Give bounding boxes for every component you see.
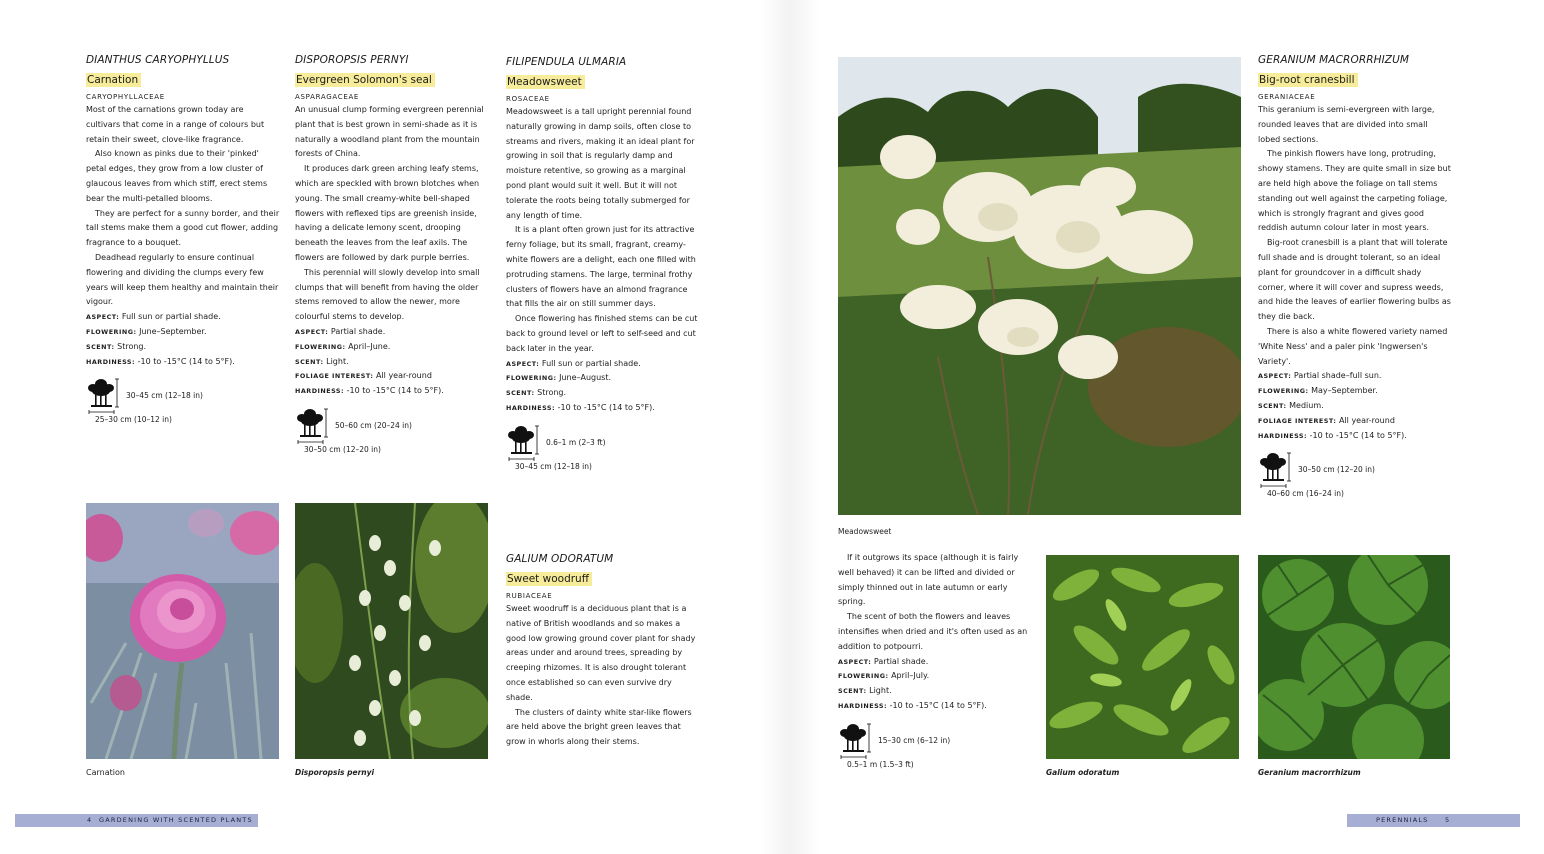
fact-label: HARDINESS:: [1258, 431, 1308, 440]
body-paragraph: There is also a white flowered variety named 'White Ness' and a paler pink 'Ingwersen's Variety'.: [1258, 326, 1448, 366]
fact-label: FLOWERING:: [838, 672, 889, 681]
spread-label: 25–30 cm (10–12 in): [95, 415, 172, 425]
body-paragraph: Also known as pinks due to their 'pinked' petal edges, they grow from a low cluster of glaucous leaves from which stiff, erect stems bear the multi-petalled blooms.: [86, 149, 268, 203]
fact-label: SCENT:: [838, 687, 867, 696]
fact-label: SCENT:: [1258, 401, 1287, 410]
plant-family: GERANIACEAE: [1258, 93, 1316, 101]
plant-family: ASPARAGACEAE: [295, 93, 360, 101]
body-paragraph: Sweet woodruff is a deciduous plant that is a native of British woodlands and so makes a good low growing ground cover plant for shady areas under and around trees, spreading by creeping rhizomes. It is also drought tolerant once established so can even survive dry shade.: [506, 604, 696, 702]
disporopsis-photo: [295, 503, 488, 759]
entry-galium-continued: [838, 551, 1032, 780]
fact-scent: [86, 340, 280, 355]
body-paragraph: Once flowering has finished stems can be cut back to ground level or left to self-seed and cut back later in the year.: [506, 314, 698, 353]
fact-aspect: [838, 655, 1032, 670]
meadowsweet-photo: [838, 57, 1241, 515]
fact-aspect: [506, 357, 700, 372]
fact-flowering: [1258, 384, 1452, 399]
height-label: 0.6–1 m (2–3 ft): [546, 437, 606, 447]
facts-list: [506, 357, 700, 416]
fact-value: April–June.: [348, 341, 391, 351]
spread-label: 30–45 cm (12–18 in): [515, 461, 592, 471]
fact-hardiness: [1258, 429, 1452, 444]
fact-hardiness: [86, 355, 280, 370]
fact-label: FLOWERING:: [506, 374, 557, 383]
carnation-photo: [86, 503, 279, 759]
body-paragraph: Most of the carnations grown today are cultivars that come in a range of colours but retain their sweet, clove-like fragrance.: [86, 105, 265, 144]
entry-geranium: [1258, 53, 1452, 509]
plant-size-diagram: [295, 403, 490, 465]
fact-value: Strong.: [117, 341, 147, 351]
fact-flowering: [295, 340, 490, 355]
fact-value: June–September.: [139, 326, 207, 336]
page-number: 4: [87, 816, 93, 824]
page-number: 5: [1445, 816, 1451, 824]
fact-aspect: [295, 325, 490, 340]
fact-aspect: [1258, 369, 1452, 384]
body-paragraph: They are perfect for a sunny border, and their tall stems make them a good cut flower, adding fragrance to a bouquet.: [86, 208, 280, 248]
fact-scent: [295, 355, 490, 370]
entry-galium: [506, 552, 700, 750]
fact-label: FLOWERING:: [1258, 387, 1309, 396]
fact-label: ASPECT:: [86, 313, 120, 322]
fact-value: Full sun or partial shade.: [121, 312, 221, 322]
fact-value: All year-round: [1338, 415, 1395, 425]
plant-size-diagram: [86, 373, 280, 435]
fact-label: HARDINESS:: [86, 357, 136, 366]
plant-size-diagram: [838, 718, 1032, 780]
plant-family: ROSACEAE: [506, 95, 550, 103]
fact-value: -10 to -15°C (14 to 5°F).: [346, 386, 444, 396]
body-paragraph: Meadowsweet is a tall upright perennial found naturally growing in damp soils, often close to streams and rivers, making it an ideal plant for growing in soil that is regularly damp and moisture retentive, so growing as a marginal pond plant would suit it well. But it will not tolerate the roots being totally submerged for any length of time.: [506, 107, 695, 220]
common-name: Carnation: [86, 73, 141, 87]
fact-label: FOLIAGE INTEREST:: [1258, 416, 1337, 425]
fact-value: -10 to -15°C (14 to 5°F).: [137, 356, 235, 366]
fact-value: April–July.: [891, 671, 930, 681]
geranium-photo: [1258, 555, 1450, 759]
fact-label: HARDINESS:: [295, 387, 345, 396]
common-name: Meadowsweet: [506, 75, 585, 89]
body-paragraph: The scent of both the flowers and leaves intensifies when dried and it's often used as an addition to potpourri.: [838, 612, 1028, 651]
page-gutter: [760, 0, 820, 854]
fact-scent: [506, 386, 700, 401]
latin-name: GALIUM ODORATUM: [506, 553, 614, 565]
fact-hardiness: [295, 384, 490, 399]
plant-size-diagram: [506, 420, 700, 482]
fact-flowering: [838, 669, 1032, 684]
plant-size-icon: [838, 720, 874, 760]
fact-value: -10 to -15°C (14 to 5°F).: [889, 700, 987, 710]
fact-hardiness: [838, 699, 1032, 714]
common-name: Evergreen Solomon's seal: [295, 73, 435, 87]
fact-label: FOLIAGE INTEREST:: [295, 372, 374, 381]
facts-list: [838, 655, 1032, 714]
fact-value: Light.: [326, 356, 349, 366]
plant-family: CARYOPHYLLACEAE: [86, 93, 165, 101]
fact-value: Medium.: [1289, 400, 1324, 410]
height-label: 30–45 cm (12–18 in): [126, 391, 203, 401]
latin-name: FILIPENDULA ULMARIA: [506, 56, 627, 68]
running-title: PERENNIALS: [1376, 816, 1429, 824]
photo-caption: Geranium macrorrhizum: [1258, 768, 1361, 777]
latin-name: GERANIUM MACRORRHIZUM: [1258, 54, 1410, 66]
body-paragraph: Big-root cranesbill is a plant that will tolerate full shade and is drought tolerant, so an ideal plant for groundcover in a difficult shady corner, where it will cover and supress weeds, and hide the leaves of earlier flowering bulbs as they die back.: [1258, 238, 1451, 322]
spread-label: 0.5–1 m (1.5–3 ft): [847, 759, 914, 769]
body-paragraph: It produces dark green arching leafy stems, which are speckled with brown blotches when young. The small creamy-white bell-shaped flowers with reflexed tips are greenish inside, having a delicate lemony scent, drooping beneath the leaves from the leaf axils. The flowers are followed by dark purple berries.: [295, 164, 480, 262]
photo-caption: Disporopsis pernyi: [295, 768, 375, 777]
fact-value: May–September.: [1311, 386, 1378, 396]
body-paragraph: It is a plant often grown just for its attractive ferny foliage, but its small, fragrant, creamy-white flowers are a delight, each one filled with protruding stamens. The large, terminal frothy clusters of flowers have an almond fragrance that fills the air on still summer days.: [506, 225, 696, 309]
body-paragraph: This geranium is semi-evergreen with large, rounded leaves that are divided into small lobed sections.: [1258, 105, 1435, 144]
fact-label: HARDINESS:: [506, 403, 556, 412]
facts-list: [1258, 369, 1452, 443]
fact-label: ASPECT:: [1258, 372, 1292, 381]
fact-value: Partial shade.: [330, 326, 386, 336]
body-paragraph: Deadhead regularly to ensure continual flowering and dividing the clumps every few years will keep them healthy and maintain their vigour.: [86, 252, 279, 307]
running-title: GARDENING WITH SCENTED PLANTS: [99, 816, 253, 824]
fact-value: -10 to -15°C (14 to 5°F).: [1309, 430, 1407, 440]
fact-value: -10 to -15°C (14 to 5°F).: [557, 402, 655, 412]
entry-filipendula: [506, 55, 700, 482]
photo-caption: Galium odoratum: [1046, 768, 1120, 777]
fact-foliage-interest: [1258, 414, 1452, 429]
body-paragraph: The pinkish flowers have long, protruding, showy stamens. They are quite small in size but are held high above the foliage on tall stems standing out well against the carpeting foliage, which is strongly fragrant and gives good reddish autumn colour later in most years.: [1258, 149, 1451, 233]
right-footer-bar: [1347, 814, 1520, 827]
fact-label: ASPECT:: [838, 657, 872, 666]
body-paragraph: The clusters of dainty white star-like flowers are held above the bright green leaves that grow in whorls along their stems.: [506, 707, 692, 747]
fact-hardiness: [506, 401, 700, 416]
body-paragraph: If it outgrows its space (although it is fairly well behaved) it can be lifted and divided or simply thinned out in late autumn or early spring.: [838, 553, 1019, 607]
fact-label: ASPECT:: [506, 359, 540, 368]
fact-value: All year-round: [375, 371, 432, 381]
fact-value: Strong.: [537, 388, 567, 398]
body-paragraph: An unusual clump forming evergreen perennial plant that is best grown in semi-shade as it is naturally a woodland plant from the mountain forests of China.: [295, 105, 484, 159]
fact-label: HARDINESS:: [838, 701, 888, 710]
facts-list: [295, 325, 490, 399]
fact-label: SCENT:: [295, 357, 324, 366]
spread-label: 30–50 cm (12–20 in): [304, 444, 381, 454]
fact-label: SCENT:: [506, 389, 535, 398]
photo-caption: Carnation: [86, 768, 125, 777]
fact-foliage-interest: [295, 369, 490, 384]
height-label: 30–50 cm (12–20 in): [1298, 465, 1375, 475]
plant-size-icon: [506, 422, 542, 462]
fact-scent: [1258, 399, 1452, 414]
fact-flowering: [86, 325, 280, 340]
facts-list: [86, 310, 280, 369]
latin-name: DIANTHUS CARYOPHYLLUS: [86, 54, 230, 66]
plant-size-icon: [295, 405, 331, 445]
common-name: Sweet woodruff: [506, 572, 592, 586]
fact-value: Light.: [869, 686, 892, 696]
height-label: 15–30 cm (6–12 in): [878, 735, 951, 745]
fact-value: Full sun or partial shade.: [541, 358, 641, 368]
plant-family: RUBIACEAE: [506, 592, 553, 600]
fact-value: June–August.: [559, 373, 612, 383]
latin-name: DISPOROPSIS PERNYI: [295, 54, 409, 66]
fact-label: FLOWERING:: [86, 327, 137, 336]
fact-scent: [838, 684, 1032, 699]
entry-dianthus: [86, 53, 280, 435]
fact-flowering: [506, 371, 700, 386]
plant-size-icon: [1258, 449, 1294, 489]
fact-value: Partial shade.: [873, 656, 929, 666]
left-footer-bar: [15, 814, 258, 827]
photo-caption: Meadowsweet: [838, 527, 892, 536]
fact-label: SCENT:: [86, 342, 115, 351]
fact-value: Partial shade–full sun.: [1293, 371, 1382, 381]
fact-label: FLOWERING:: [295, 342, 346, 351]
fact-aspect: [86, 310, 280, 325]
galium-photo: [1046, 555, 1239, 759]
plant-size-diagram: [1258, 447, 1452, 509]
body-paragraph: This perennial will slowly develop into small clumps that will benefit from having the older stems removed to allow the newer, more colourful stems to develop.: [295, 267, 480, 322]
entry-disporopsis: [295, 53, 490, 465]
plant-size-icon: [86, 375, 122, 415]
spread-label: 40–60 cm (16–24 in): [1267, 489, 1344, 499]
height-label: 50–60 cm (20–24 in): [335, 420, 412, 430]
fact-label: ASPECT:: [295, 327, 329, 336]
common-name: Big-root cranesbill: [1258, 73, 1358, 87]
